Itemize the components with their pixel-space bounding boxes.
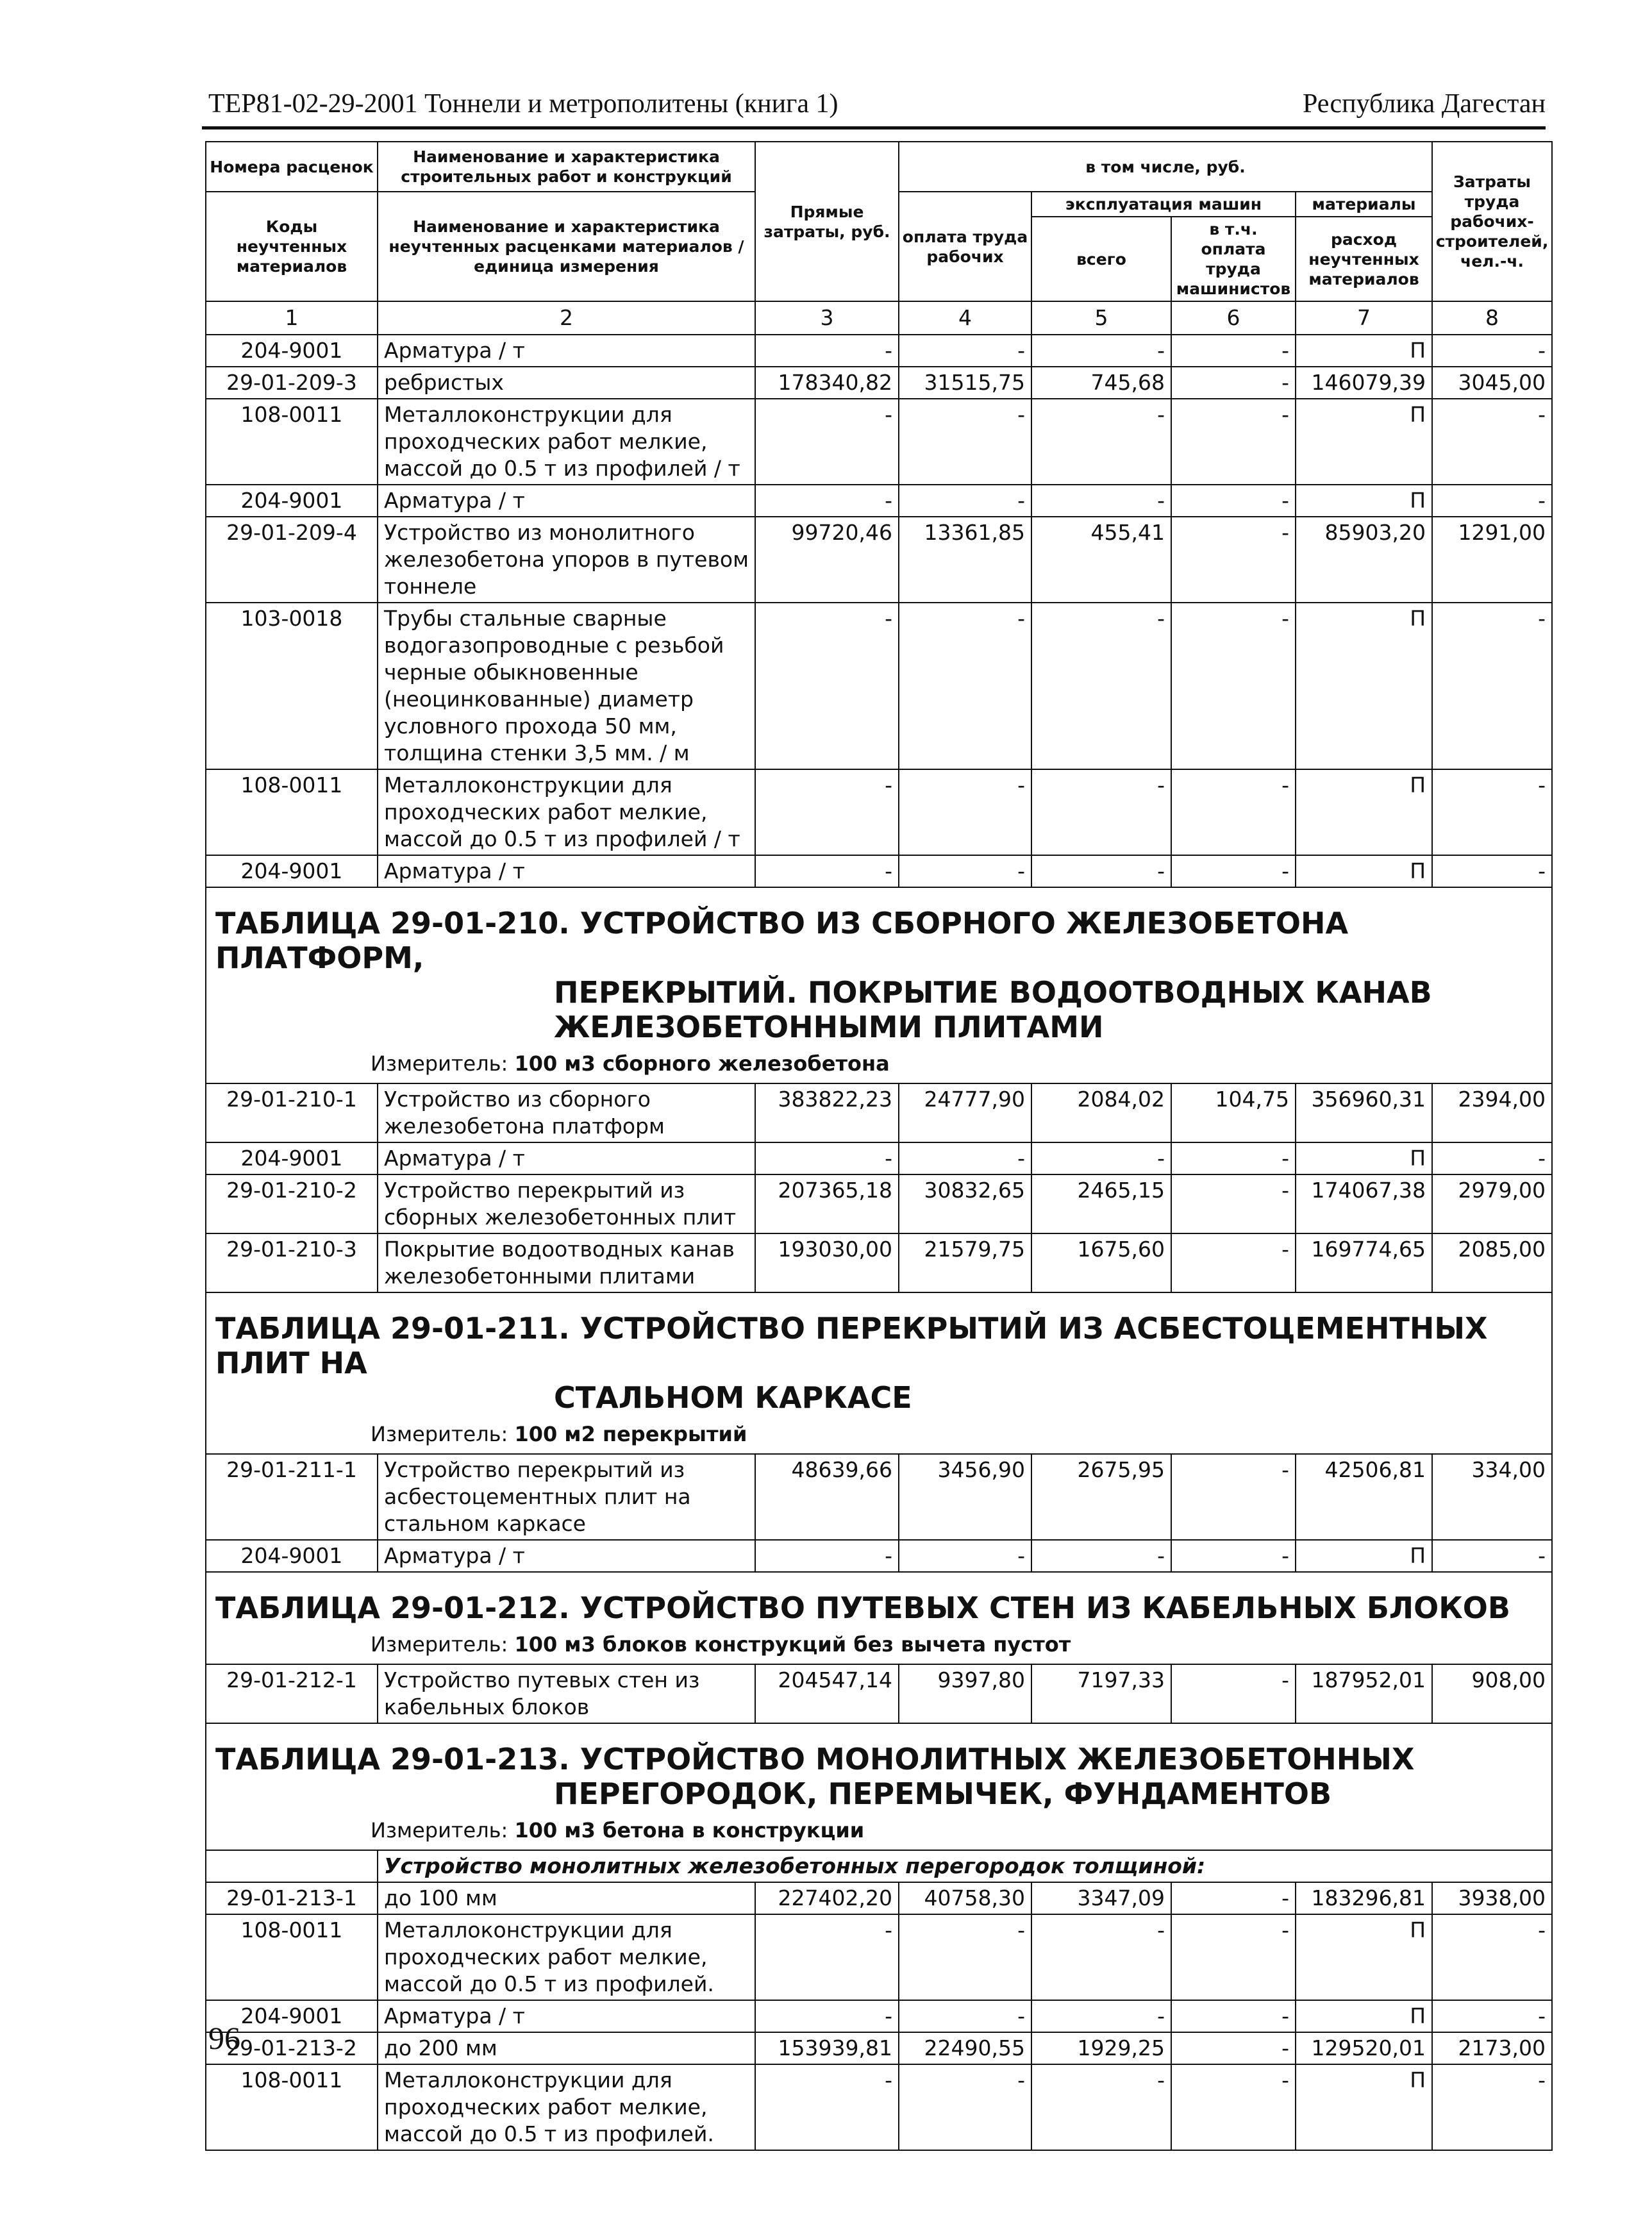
row-code: 29-01-209-3 (206, 367, 378, 399)
direct-cost: - (755, 2000, 899, 2032)
direct-cost: - (755, 769, 899, 855)
row-code: 204-9001 (206, 1142, 378, 1174)
materials: 187952,01 (1296, 1664, 1432, 1723)
labor-pay: - (899, 399, 1031, 485)
col8-header: Затраты труда рабочих-строителей, чел.-ч. (1432, 142, 1552, 301)
direct-cost: - (755, 1142, 899, 1174)
labor-hours: - (1432, 1914, 1552, 2000)
table-29-01-212 (206, 1572, 1552, 1664)
group-header: в том числе, руб. (899, 142, 1432, 192)
row-code: 108-0011 (206, 2064, 378, 2150)
machines-total: - (1031, 769, 1171, 855)
machinist-pay: - (1171, 1454, 1296, 1540)
table-row (206, 1233, 1552, 1292)
machines-total: - (1031, 399, 1171, 485)
machinist-pay: - (1171, 1882, 1296, 1914)
measure-unit: Измеритель: 100 м3 блоков конструкций без вычета пустот (371, 1632, 1071, 1657)
labor-hours: 2173,00 (1432, 2032, 1552, 2064)
machinist-pay: - (1171, 335, 1296, 367)
section-heading (206, 1572, 1552, 1664)
machines-total: 1929,25 (1031, 2032, 1171, 2064)
direct-cost: - (755, 855, 899, 887)
labor-hours: 334,00 (1432, 1454, 1552, 1540)
machines-total: 1675,60 (1031, 1233, 1171, 1292)
machines-total: - (1031, 855, 1171, 887)
materials: 174067,38 (1296, 1174, 1432, 1233)
materials: 146079,39 (1296, 367, 1432, 399)
machinist-pay: - (1171, 855, 1296, 887)
table-row (206, 855, 1552, 887)
direct-cost: 99720,46 (755, 517, 899, 603)
materials: П (1296, 1142, 1432, 1174)
col2-header-a: Наименование и характеристика строительных работ и конструкций (378, 142, 755, 192)
materials-header: материалы (1296, 192, 1432, 217)
col-number: 5 (1031, 301, 1171, 335)
materials: 356960,31 (1296, 1083, 1432, 1142)
table-title: ТАБЛИЦА 29-01-212. УСТРОЙСТВО ПУТЕВЫХ СТЕН ИЗ КАБЕЛЬНЫХ БЛОКОВ (215, 1591, 1510, 1625)
col7-header: расход неучтенных материалов (1296, 217, 1432, 301)
machinist-pay: - (1171, 2000, 1296, 2032)
col4-header: оплата труда рабочих (899, 192, 1031, 301)
table-row (206, 1540, 1552, 1572)
direct-cost: - (755, 603, 899, 769)
labor-hours: 3045,00 (1432, 367, 1552, 399)
labor-hours: - (1432, 855, 1552, 887)
labor-hours: 1291,00 (1432, 517, 1552, 603)
row-code: 204-9001 (206, 2000, 378, 2032)
labor-pay: - (899, 2000, 1031, 2032)
table-row (206, 1882, 1552, 1914)
machinist-pay: - (1171, 769, 1296, 855)
labor-pay: - (899, 1142, 1031, 1174)
rows-top (206, 335, 1552, 887)
table-row (206, 335, 1552, 367)
machines-total: - (1031, 1540, 1171, 1572)
labor-hours: - (1432, 1142, 1552, 1174)
col1-header-b: Коды неучтенных материалов (206, 192, 378, 301)
labor-pay: - (899, 335, 1031, 367)
row-name: Устройство путевых стен из кабельных блоков (378, 1664, 755, 1723)
materials: П (1296, 399, 1432, 485)
machines-total: 455,41 (1031, 517, 1171, 603)
machines-total: 2675,95 (1031, 1454, 1171, 1540)
col3-header: Прямые затраты, руб. (755, 142, 899, 301)
direct-cost: 207365,18 (755, 1174, 899, 1233)
direct-cost: - (755, 335, 899, 367)
machines-total: 2465,15 (1031, 1174, 1171, 1233)
labor-hours: 2979,00 (1432, 1174, 1552, 1233)
row-code: 103-0018 (206, 603, 378, 769)
running-header (208, 82, 1546, 123)
row-code: 29-01-210-1 (206, 1083, 378, 1142)
region-name: Республика Дагестан (1302, 89, 1546, 119)
labor-pay: 21579,75 (899, 1233, 1031, 1292)
machines-total: - (1031, 335, 1171, 367)
row-code: 29-01-211-1 (206, 1454, 378, 1540)
materials: 129520,01 (1296, 2032, 1432, 2064)
direct-cost: 153939,81 (755, 2032, 899, 2064)
labor-pay: - (899, 1914, 1031, 2000)
labor-pay: 30832,65 (899, 1174, 1031, 1233)
table-row (206, 2000, 1552, 2032)
machines-total: 7197,33 (1031, 1664, 1171, 1723)
row-name: Арматура / т (378, 1142, 755, 1174)
machines-total: - (1031, 485, 1171, 517)
labor-hours: - (1432, 2000, 1552, 2032)
price-table (205, 141, 1553, 2151)
col-number: 4 (899, 301, 1031, 335)
machines-total: - (1031, 2000, 1171, 2032)
table-head (206, 142, 1552, 335)
machinist-pay: - (1171, 517, 1296, 603)
rows-212 (206, 1664, 1552, 1723)
materials: П (1296, 769, 1432, 855)
table-row (206, 1083, 1552, 1142)
measure-unit: Измеритель: 100 м2 перекрытий (371, 1422, 747, 1446)
materials: 169774,65 (1296, 1233, 1432, 1292)
labor-pay: - (899, 855, 1031, 887)
machines-total: - (1031, 603, 1171, 769)
measure-unit: Измеритель: 100 м3 бетона в конструкции (371, 1818, 865, 1842)
labor-hours: - (1432, 603, 1552, 769)
labor-pay: - (899, 485, 1031, 517)
row-code: 29-01-212-1 (206, 1664, 378, 1723)
table-row (206, 1142, 1552, 1174)
row-name: Арматура / т (378, 485, 755, 517)
direct-cost: 383822,23 (755, 1083, 899, 1142)
row-name: до 200 мм (378, 2032, 755, 2064)
table-row (206, 517, 1552, 603)
section-heading (206, 1723, 1552, 1850)
machinist-pay: - (1171, 485, 1296, 517)
row-name: Арматура / т (378, 1540, 755, 1572)
col-number: 3 (755, 301, 899, 335)
header-rule (202, 126, 1546, 129)
table-row (206, 1174, 1552, 1233)
machinist-pay: - (1171, 367, 1296, 399)
table-row (206, 485, 1552, 517)
section-heading (206, 1292, 1552, 1454)
labor-pay: 22490,55 (899, 2032, 1031, 2064)
machinist-pay: - (1171, 1142, 1296, 1174)
labor-pay: 3456,90 (899, 1454, 1031, 1540)
col1-header-a: Номера расценок (206, 142, 378, 192)
row-name: Покрытие водоотводных канав железобетонными плитами (378, 1233, 755, 1292)
machinist-pay: - (1171, 1540, 1296, 1572)
row-code: 204-9001 (206, 1540, 378, 1572)
labor-hours: - (1432, 485, 1552, 517)
table-row (206, 367, 1552, 399)
materials: П (1296, 335, 1432, 367)
row-code: 108-0011 (206, 1914, 378, 2000)
col-number: 2 (378, 301, 755, 335)
row-code: 108-0011 (206, 769, 378, 855)
col-number: 6 (1171, 301, 1296, 335)
table-row (206, 1454, 1552, 1540)
direct-cost: 204547,14 (755, 1664, 899, 1723)
machinist-pay: - (1171, 2032, 1296, 2064)
row-code: 204-9001 (206, 335, 378, 367)
direct-cost: 178340,82 (755, 367, 899, 399)
machines-total: - (1031, 2064, 1171, 2150)
labor-pay: - (899, 603, 1031, 769)
labor-hours: - (1432, 769, 1552, 855)
table-row (206, 1664, 1552, 1723)
machinist-pay: 104,75 (1171, 1083, 1296, 1142)
machines-total: 2084,02 (1031, 1083, 1171, 1142)
col-number: 1 (206, 301, 378, 335)
labor-pay: 24777,90 (899, 1083, 1031, 1142)
row-name: ребристых (378, 367, 755, 399)
row-name: Металлоконструкции для проходческих работ мелкие, массой до 0.5 т из профилей. (378, 2064, 755, 2150)
row-name: Арматура / т (378, 855, 755, 887)
row-code: 204-9001 (206, 855, 378, 887)
machinist-pay: - (1171, 2064, 1296, 2150)
row-code: 29-01-210-3 (206, 1233, 378, 1292)
row-code: 204-9001 (206, 485, 378, 517)
row-name: Металлоконструкции для проходческих работ мелкие, массой до 0.5 т из профилей / т (378, 769, 755, 855)
machines-total: - (1031, 1142, 1171, 1174)
table-row (206, 2064, 1552, 2150)
materials: П (1296, 855, 1432, 887)
labor-pay: 9397,80 (899, 1664, 1031, 1723)
materials: П (1296, 2000, 1432, 2032)
machinist-pay: - (1171, 1914, 1296, 2000)
machines-total: 745,68 (1031, 367, 1171, 399)
col5-header: всего (1031, 217, 1171, 301)
row-code: 108-0011 (206, 399, 378, 485)
section-heading (206, 887, 1552, 1083)
table-row (206, 769, 1552, 855)
row-name: Устройство из сборного железобетона платформ (378, 1083, 755, 1142)
machines-total: - (1031, 1914, 1171, 2000)
machinist-pay: - (1171, 603, 1296, 769)
document-code: ТЕР81-02-29-2001 Тоннели и метрополитены (книга 1) (208, 89, 839, 119)
labor-hours: - (1432, 335, 1552, 367)
row-name: Металлоконструкции для проходческих работ мелкие, массой до 0.5 т из профилей / т (378, 399, 755, 485)
row-code: 29-01-213-1 (206, 1882, 378, 1914)
labor-hours: - (1432, 399, 1552, 485)
materials: П (1296, 1540, 1432, 1572)
direct-cost: 227402,20 (755, 1882, 899, 1914)
page-number: 96 (208, 2020, 240, 2056)
table-title: ТАБЛИЦА 29-01-211. УСТРОЙСТВО ПЕРЕКРЫТИЙ ИЗ АСБЕСТОЦЕМЕНТНЫХ ПЛИТ НА СТАЛЬНОМ КАРКАСЕ (215, 1311, 1488, 1415)
row-name: Арматура / т (378, 335, 755, 367)
direct-cost: - (755, 2064, 899, 2150)
row-code: 29-01-213-2 (206, 2032, 378, 2064)
direct-cost: - (755, 399, 899, 485)
materials: П (1296, 1914, 1432, 2000)
row-code: 29-01-210-2 (206, 1174, 378, 1233)
rows-210 (206, 1083, 1552, 1292)
materials: 85903,20 (1296, 517, 1432, 603)
machinist-pay: - (1171, 1174, 1296, 1233)
table-title: ТАБЛИЦА 29-01-213. УСТРОЙСТВО МОНОЛИТНЫХ ЖЕЛЕЗОБЕТОННЫХ ПЕРЕГОРОДОК, ПЕРЕМЫЧЕК, ФУНДАМЕНТОВ (215, 1742, 1415, 1811)
labor-hours: 2085,00 (1432, 1233, 1552, 1292)
subheading: Устройство монолитных железобетонных перегородок толщиной: (378, 1850, 1552, 1882)
rows-213 (206, 1882, 1552, 2150)
direct-cost: 193030,00 (755, 1233, 899, 1292)
row-name: Устройство перекрытий из сборных железобетонных плит (378, 1174, 755, 1233)
machines-header: эксплуатация машин (1031, 192, 1296, 217)
labor-hours: 2394,00 (1432, 1083, 1552, 1142)
row-name: Металлоконструкции для проходческих работ мелкие, массой до 0.5 т из профилей. (378, 1914, 755, 2000)
table-row (206, 399, 1552, 485)
labor-hours: 908,00 (1432, 1664, 1552, 1723)
row-name: Арматура / т (378, 2000, 755, 2032)
materials: П (1296, 485, 1432, 517)
direct-cost: - (755, 485, 899, 517)
col6-header: в т.ч. оплата труда машинистов (1171, 217, 1296, 301)
labor-hours: - (1432, 1540, 1552, 1572)
table-29-01-210 (206, 887, 1552, 1083)
table-row (206, 1914, 1552, 2000)
materials: П (1296, 603, 1432, 769)
direct-cost: 48639,66 (755, 1454, 899, 1540)
direct-cost: - (755, 1914, 899, 2000)
table-row (206, 603, 1552, 769)
machinist-pay: - (1171, 1664, 1296, 1723)
materials: 183296,81 (1296, 1882, 1432, 1914)
col-number: 8 (1432, 301, 1552, 335)
row-name: Трубы стальные сварные водогазопроводные с резьбой черные обыкновенные (неоцинкованные) диаметр условного прохода 50 мм, толщина стенки 3,5 мм. / м (378, 603, 755, 769)
table-row (206, 2032, 1552, 2064)
machines-total: 3347,09 (1031, 1882, 1171, 1914)
labor-pay: - (899, 769, 1031, 855)
labor-pay: 13361,85 (899, 517, 1031, 603)
materials: П (1296, 2064, 1432, 2150)
col2-header-b: Наименование и характеристика неучтенных расценками материалов / единица измерения (378, 192, 755, 301)
labor-pay: 40758,30 (899, 1882, 1031, 1914)
table-29-01-213 (206, 1723, 1552, 1882)
row-name: Устройство из монолитного железобетона упоров в путевом тоннеле (378, 517, 755, 603)
labor-pay: - (899, 1540, 1031, 1572)
labor-pay: - (899, 2064, 1031, 2150)
labor-pay: 31515,75 (899, 367, 1031, 399)
rows-211 (206, 1454, 1552, 1572)
direct-cost: - (755, 1540, 899, 1572)
materials: 42506,81 (1296, 1454, 1432, 1540)
measure-unit: Измеритель: 100 м3 сборного железобетона (371, 1051, 890, 1076)
machinist-pay: - (1171, 399, 1296, 485)
row-name: Устройство перекрытий из асбестоцементных плит на стальном каркасе (378, 1454, 755, 1540)
machinist-pay: - (1171, 1233, 1296, 1292)
labor-hours: - (1432, 2064, 1552, 2150)
table-title: ТАБЛИЦА 29-01-210. УСТРОЙСТВО ИЗ СБОРНОГО ЖЕЛЕЗОБЕТОНА ПЛАТФОРМ, ПЕРЕКРЫТИЙ. ПОКРЫТИЕ ВОДООТВОДНЫХ КАНАВ ЖЕЛЕЗОБЕТОННЫМИ ПЛИТАМИ (215, 906, 1432, 1044)
table-29-01-211 (206, 1292, 1552, 1454)
row-name: до 100 мм (378, 1882, 755, 1914)
col-number: 7 (1296, 301, 1432, 335)
labor-hours: 3938,00 (1432, 1882, 1552, 1914)
row-code: 29-01-209-4 (206, 517, 378, 603)
